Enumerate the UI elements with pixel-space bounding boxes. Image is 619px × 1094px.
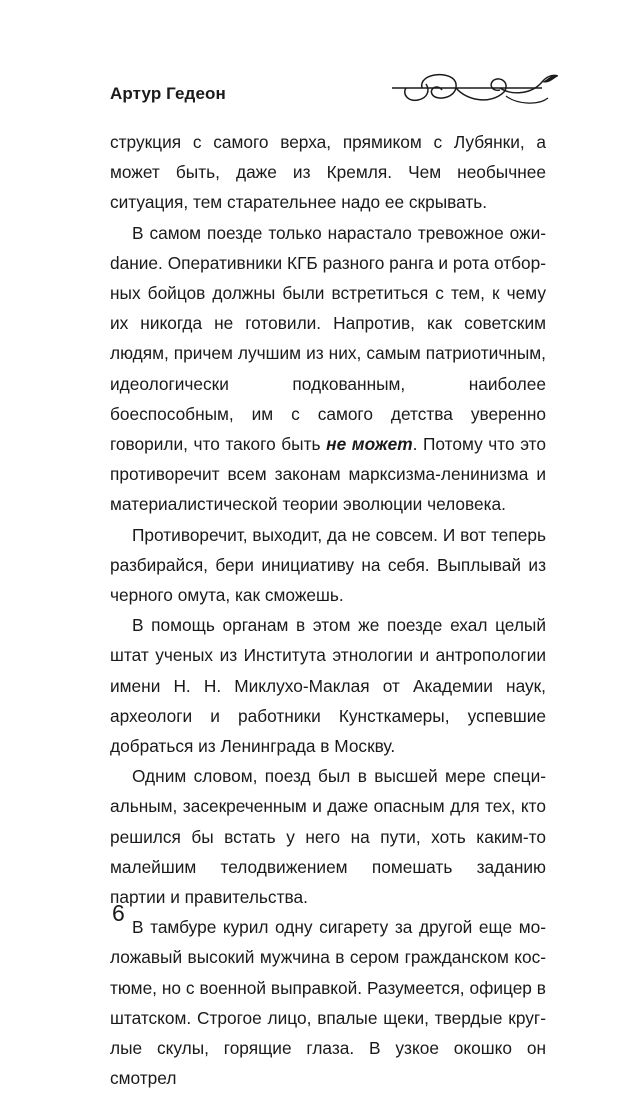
paragraph: В тамбуре курил одну сигарету за другой еще моложавый высокий мужчина в сером гражданском костюме, но с военной выправкой. Разумеется, офицер в штатском. Строгое лицо, впалые щеки, твердые круглые скулы, горящие глаза. В узкое окошко он смотрел [110, 917, 546, 1089]
emphasis-text: не может [326, 434, 413, 455]
body-text [110, 127, 546, 1094]
paragraph-text-continued: . Потому что это противоречит всем законам марксизма-ленинизма и материалистической теории эволюции человека. [110, 434, 546, 515]
paragraph: В помощь органам в этом же поезде ехал целый штат ученых из Института этнологии и антропологии имени Н. Н. Миклухо-Маклая от Академии наук, археологи и работники Кунсткамеры, успевшие добраться из Ленинграда в Москву. [110, 615, 546, 757]
paragraph: Одним словом, поезд был в высшей мере специальным, засекреченным и даже опасным для тех, кто решился бы встать у него на пути, хоть каким-то малейшим телодвижением помешать заданию партии и правительства. [110, 766, 546, 908]
paragraph [110, 218, 546, 520]
running-head [110, 66, 560, 114]
author-name: Артур Гедеон [110, 84, 226, 103]
flourish-ornament-icon [392, 66, 560, 114]
paragraph-text: В самом поезде только нарастало тревожное ожиdание. Оперативники КГБ разного ранга и рота отборных бойцов должны были встретиться с тем, к чему их никогда не готовили. Напротив, как советским людям, причем лучшим из них, самым патриотичным, идеологически подкованным, наиболее боеспособным, им с самого детства уверенно говорили, что такого быть [110, 222, 546, 455]
paragraph: струкция с самого верха, прямиком с Лубянки, а может быть, даже из Кремля. Чем необычнее ситуация, тем старательнее надо ее скрывать. [110, 132, 546, 213]
paragraph: Противоречит, выходит, да не совсем. И вот теперь разбирайся, бери инициативу на себя. Выплывай из черного омута, как сможешь. [110, 524, 546, 606]
page-number: 6 [112, 900, 125, 926]
